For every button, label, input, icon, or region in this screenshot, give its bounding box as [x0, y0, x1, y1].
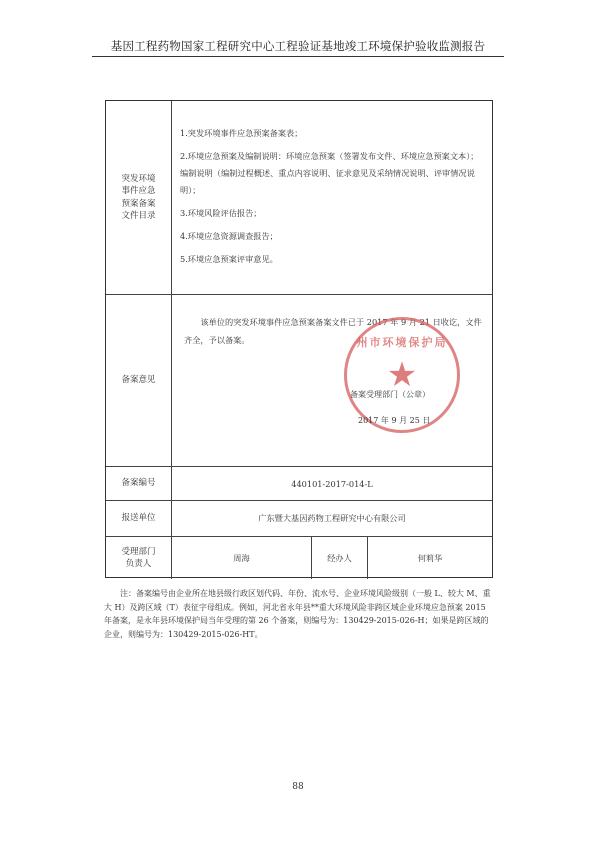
documents-list [180, 125, 485, 274]
number-content [172, 467, 492, 500]
table-row-number [106, 467, 492, 501]
table-row-person [106, 537, 492, 579]
row-label-person: 受理部门 负责人 [106, 537, 172, 579]
submitting-unit: 广东暨大基因药物工程研究中心有限公司 [258, 513, 406, 523]
filing-date: 2017 年 9 月 25 日 [358, 416, 431, 425]
row-label-unit: 报送单位 [106, 501, 172, 536]
handler-name: 何莉华 [417, 552, 443, 563]
table-row-unit [106, 501, 492, 537]
list-item: 2.环境应急预案及编制说明：环境应急预案（签署发布文件、环境应急预案文本）；编制说明（编制过程概述、重点内容说明、征求意见及采纳情况说明、评审情况说明）； [180, 151, 479, 195]
list-item: 1.突发环境事件应急预案备案表； [180, 128, 303, 138]
row-label-number: 备案编号 [106, 467, 172, 500]
row-label-opinion: 备案意见 [106, 295, 172, 466]
handler-label: 经办人 [312, 537, 368, 579]
list-item: 4.环境应急资源调查报告； [180, 231, 278, 241]
footnote: 注：备案编号由企业所在地县级行政区划代码、年份、流水号、企业环境风险级别（一般 L、较大 M、重大 H）及跨区域（T）表征字母组成。例如，河北省永年县**重大环境风险非跨区域企业环境应急预案 2015 年备案，是永年县环境保护局当年受理的第 26 个备案，则编号为：130429-2015-026-H；如果是跨区域的企业，则编号为：130429-2015-026-HT。 [104, 589, 491, 639]
receiving-department: 备案受理部门（公章） [350, 390, 430, 399]
row-label-documents: 突发环境 事件应急 预案备案 文件目录 [106, 101, 172, 294]
page-header-title: 基因工程药物国家工程研究中心工程验证基地竣工环境保护验收监测报告 [110, 39, 486, 53]
filing-notice: 该单位的突发环境事件应急预案备案文件已于 2017 年 9 月 21 日收讫，文件齐全，予以备案。 [184, 317, 482, 345]
list-item: 3.环境风险评估报告； [180, 208, 262, 218]
filing-number: 440101-2017-014-L [291, 478, 373, 489]
documents-content [172, 101, 492, 294]
department-head-name: 周海 [172, 537, 312, 579]
filing-table [105, 100, 493, 578]
opinion-content [172, 295, 492, 466]
person-content [172, 537, 492, 579]
unit-content [172, 501, 492, 536]
header-rule [92, 56, 504, 57]
table-row-opinion [106, 295, 492, 467]
page-number: 88 [292, 782, 304, 792]
stamp-text: 州市环境保护局 [356, 336, 448, 349]
star-icon: ★ [386, 355, 418, 395]
table-row-documents [106, 101, 492, 295]
list-item: 5.环境应急预案评审意见。 [180, 254, 278, 264]
